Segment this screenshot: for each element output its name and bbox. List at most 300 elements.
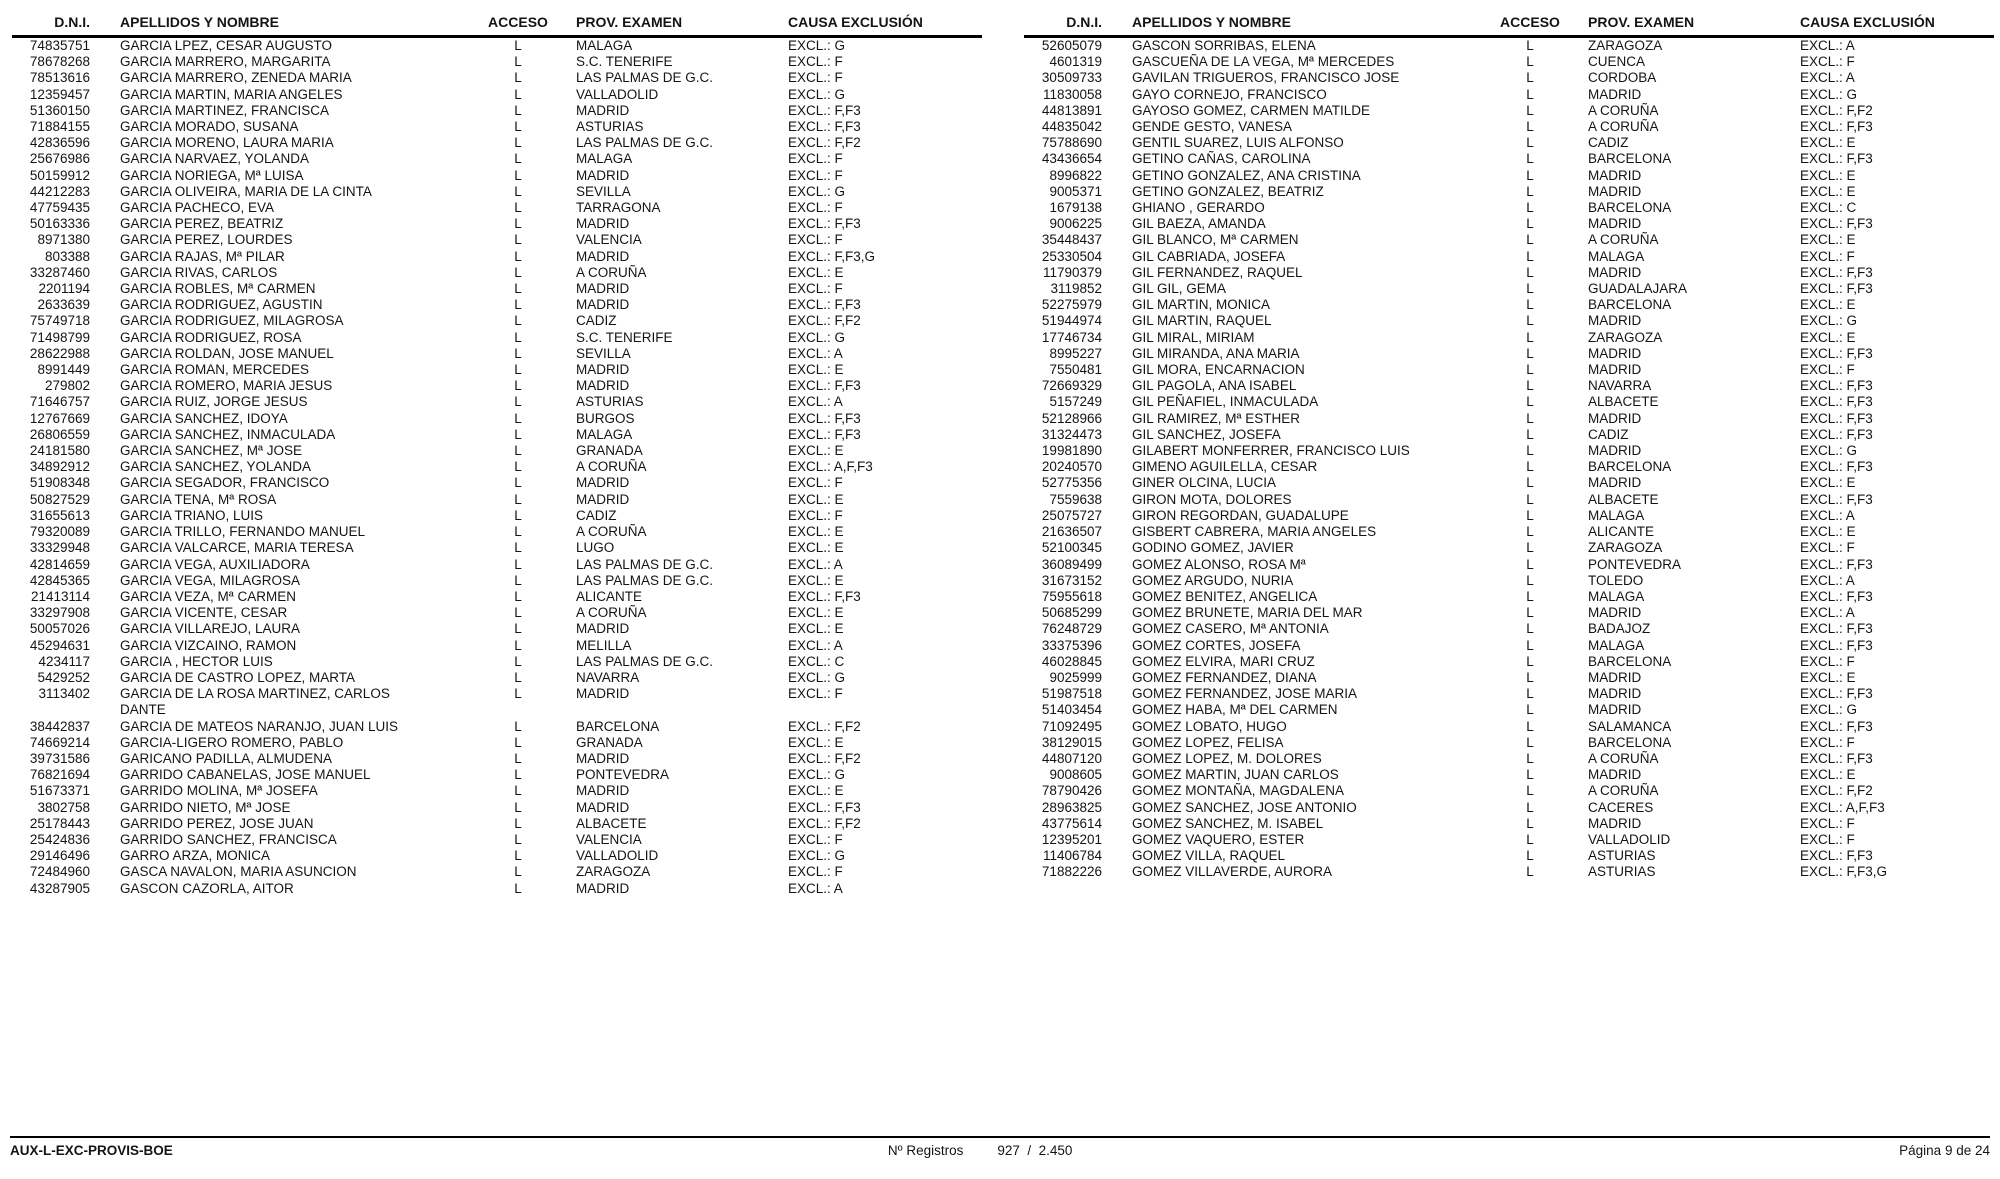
prov-cell: MADRID <box>1588 183 1642 199</box>
name-cell: GARCIA MORENO, LAURA MARIA <box>120 135 334 151</box>
name-cell: GARCIA ROBLES, Mª CARMEN <box>120 281 316 297</box>
name-cell: GARCIA MARRERO, ZENEDA MARIA <box>120 70 352 86</box>
prov-cell: MADRID <box>1588 313 1642 329</box>
column-header-prov: PROV. EXAMEN <box>1588 14 1695 30</box>
causa-cell: EXCL.: G <box>1800 702 1858 718</box>
causa-cell: EXCL.: F,F3 <box>788 297 861 313</box>
table-row <box>1024 103 1994 119</box>
causa-cell: EXCL.: F,F3 <box>1800 621 1873 637</box>
prov-cell: ALBACETE <box>1588 491 1659 507</box>
name-cell: GASCON CAZORLA, AITOR <box>120 880 294 896</box>
dni-cell: 31324473 <box>1041 426 1102 442</box>
prov-cell: MADRID <box>576 880 630 896</box>
prov-cell: LAS PALMAS DE G.C. <box>576 556 714 572</box>
table-row <box>1024 200 1994 216</box>
causa-cell: EXCL.: A <box>788 637 843 653</box>
prov-cell: ZARAGOZA <box>1588 38 1663 53</box>
table-row <box>1024 492 1994 508</box>
dni-cell: 51360150 <box>29 102 90 118</box>
column-header-acceso: ACCESO <box>488 14 548 30</box>
dni-cell: 28963825 <box>1041 799 1102 815</box>
dni-cell: 38442837 <box>29 718 90 734</box>
name-cell: GARCIA RIVAS, CARLOS <box>120 264 278 280</box>
causa-cell: EXCL.: F,F3 <box>1800 750 1873 766</box>
dni-cell: 19981890 <box>1041 443 1102 459</box>
table-row <box>12 216 982 232</box>
acceso-cell: L <box>1526 831 1534 847</box>
prov-cell: BARCELONA <box>1588 653 1672 669</box>
dni-cell: 34892912 <box>29 459 90 475</box>
column-header-causa: CAUSA EXCLUSIÓN <box>1800 14 1935 30</box>
prov-cell: A CORUÑA <box>576 605 647 621</box>
causa-cell: EXCL.: E <box>788 491 844 507</box>
causa-cell: EXCL.: E <box>788 734 844 750</box>
name-cell: GOMEZ BENITEZ, ANGELICA <box>1132 588 1318 604</box>
causa-cell: EXCL.: G <box>1800 313 1858 329</box>
prov-cell: BARCELONA <box>1588 200 1672 216</box>
name-cell: GARCIA DE MATEOS NARANJO, JUAN LUIS <box>120 718 399 734</box>
name-cell: GOMEZ MONTAÑA, MAGDALENA <box>1132 783 1345 799</box>
acceso-cell: L <box>1526 605 1534 621</box>
causa-cell: EXCL.: F,F3 <box>1800 556 1873 572</box>
dni-cell: 51403454 <box>1041 702 1102 718</box>
acceso-cell: L <box>1526 572 1534 588</box>
records-table-right <box>1024 14 1994 897</box>
prov-cell: LAS PALMAS DE G.C. <box>576 70 714 86</box>
name-cell: GARCIA ROMERO, MARIA JESUS <box>120 378 333 394</box>
acceso-cell: L <box>1526 556 1534 572</box>
dni-cell: 17746734 <box>1041 329 1102 345</box>
causa-cell: EXCL.: F,F3 <box>788 799 861 815</box>
prov-cell: CADIZ <box>576 507 617 523</box>
dni-cell: 33287460 <box>29 264 90 280</box>
dni-cell: 71884155 <box>29 119 90 135</box>
dni-cell: 76821694 <box>29 767 90 783</box>
dni-cell: 8991449 <box>37 362 90 378</box>
prov-cell: ASTURIAS <box>1588 848 1656 864</box>
table-row <box>1024 573 1994 589</box>
name-cell: GARCIA PEREZ, BEATRIZ <box>120 216 284 232</box>
table-row <box>12 394 982 410</box>
acceso-cell: L <box>514 345 522 361</box>
name-cell: GARRIDO PEREZ, JOSE JUAN <box>120 815 314 831</box>
table-row <box>1024 330 1994 346</box>
dni-cell: 46028845 <box>1041 653 1102 669</box>
table-row <box>12 378 982 394</box>
dni-cell: 79320089 <box>29 524 90 540</box>
acceso-cell: L <box>514 507 522 523</box>
table-row <box>12 411 982 427</box>
dni-cell: 3113402 <box>38 686 90 702</box>
dni-cell: 75955618 <box>1041 588 1102 604</box>
name-cell: GARRIDO MOLINA, Mª JOSEFA <box>120 783 318 799</box>
table-row <box>1024 654 1994 670</box>
acceso-cell: L <box>1526 38 1534 53</box>
prov-cell: MADRID <box>1588 767 1642 783</box>
causa-cell: EXCL.: F <box>788 200 843 216</box>
name-cell: GASCON SORRIBAS, ELENA <box>1132 38 1316 53</box>
dni-cell: 38129015 <box>1041 734 1102 750</box>
acceso-cell: L <box>514 248 522 264</box>
causa-cell: EXCL.: F,F3 <box>1800 151 1873 167</box>
dni-cell: 31673152 <box>1041 572 1102 588</box>
dni-cell: 44212283 <box>29 183 90 199</box>
prov-cell: SEVILLA <box>576 183 631 199</box>
name-cell: GIL BLANCO, Mª CARMEN <box>1132 232 1299 248</box>
name-cell: GARCIA VICENTE, CESAR <box>120 605 288 621</box>
prov-cell: A CORUÑA <box>1588 102 1659 118</box>
table-row <box>1024 313 1994 329</box>
causa-cell: EXCL.: F <box>788 507 843 523</box>
causa-cell: EXCL.: A <box>788 556 843 572</box>
prov-cell: A CORUÑA <box>1588 232 1659 248</box>
name-cell: GARCIA SEGADOR, FRANCISCO <box>120 475 330 491</box>
causa-cell: EXCL.: F,F2 <box>788 815 861 831</box>
name-cell: GOMEZ ALONSO, ROSA Mª <box>1132 556 1306 572</box>
table-row <box>1024 540 1994 556</box>
table-row <box>12 184 982 200</box>
causa-cell: EXCL.: E <box>788 605 844 621</box>
acceso-cell: L <box>1526 637 1534 653</box>
table-row <box>1024 832 1994 848</box>
acceso-cell: L <box>514 621 522 637</box>
acceso-cell: L <box>1526 297 1534 313</box>
name-cell: GARCIA RUIZ, JORGE JESUS <box>120 394 308 410</box>
table-row <box>1024 378 1994 394</box>
dni-cell: 11830058 <box>1042 86 1102 102</box>
causa-cell: EXCL.: E <box>1800 183 1856 199</box>
name-cell: GIL CABRIADA, JOSEFA <box>1132 248 1286 264</box>
acceso-cell: L <box>1526 621 1534 637</box>
table-row <box>1024 589 1994 605</box>
causa-cell: EXCL.: F,F3 <box>1800 281 1873 297</box>
name-cell: GARCIA ROMAN, MERCEDES <box>120 362 310 378</box>
name-cell: GENDE GESTO, VANESA <box>1132 119 1293 135</box>
table-row <box>1024 670 1994 686</box>
dni-cell: 31655613 <box>29 507 90 523</box>
acceso-cell: L <box>1526 653 1534 669</box>
acceso-cell: L <box>1526 183 1534 199</box>
page-footer <box>10 1136 1990 1158</box>
table-row <box>12 686 982 718</box>
causa-cell: EXCL.: E <box>1800 167 1856 183</box>
prov-cell: ASTURIAS <box>576 119 644 135</box>
name-cell: GARCIA RAJAS, Mª PILAR <box>120 248 285 264</box>
dni-cell: 4234117 <box>38 653 90 669</box>
name-cell: GOMEZ FERNANDEZ, JOSE MARIA <box>1132 686 1358 702</box>
name-cell: GARCIA SANCHEZ, YOLANDA <box>120 459 312 475</box>
table-row <box>1024 783 1994 799</box>
table-row <box>12 800 982 816</box>
acceso-cell: L <box>514 491 522 507</box>
acceso-cell: L <box>514 475 522 491</box>
causa-cell: EXCL.: F <box>1800 540 1855 556</box>
causa-cell: EXCL.: G <box>1800 443 1858 459</box>
name-cell: GOMEZ CASERO, Mª ANTONIA <box>1132 621 1329 637</box>
table-header <box>12 14 982 38</box>
name-cell: GOMEZ VAQUERO, ESTER <box>1132 831 1305 847</box>
prov-cell: NAVARRA <box>576 669 640 685</box>
prov-cell: A CORUÑA <box>1588 750 1659 766</box>
name-cell: GARCIA , HECTOR LUIS <box>120 653 273 669</box>
causa-cell: EXCL.: F,F3,G <box>788 248 876 264</box>
acceso-cell: L <box>514 831 522 847</box>
causa-cell: EXCL.: F <box>788 167 843 183</box>
prov-cell: MADRID <box>576 216 630 232</box>
causa-cell: EXCL.: F,F3 <box>788 119 861 135</box>
name-cell: GARCIA RODRIGUEZ, MILAGROSA <box>120 313 344 329</box>
prov-cell: VALLADOLID <box>576 86 659 102</box>
acceso-cell: L <box>514 232 522 248</box>
causa-cell: EXCL.: F <box>1800 653 1855 669</box>
prov-cell: TARRAGONA <box>576 200 661 216</box>
prov-cell: MADRID <box>1588 475 1642 491</box>
table-row <box>12 670 982 686</box>
dni-cell: 7559638 <box>1049 491 1102 507</box>
name-cell: GARCIA VIZCAINO, RAMON <box>120 637 297 653</box>
dni-cell: 1679138 <box>1049 200 1102 216</box>
name-cell: GOMEZ ELVIRA, MARI CRUZ <box>1132 653 1315 669</box>
name-cell: GARRIDO CABANELAS, JOSE MANUEL <box>120 767 371 783</box>
prov-cell: MALAGA <box>576 426 633 442</box>
acceso-cell: L <box>514 572 522 588</box>
causa-cell: EXCL.: F,F3 <box>1800 264 1873 280</box>
prov-cell: GRANADA <box>576 734 643 750</box>
acceso-cell: L <box>514 734 522 750</box>
causa-cell: EXCL.: F <box>1800 815 1855 831</box>
acceso-cell: L <box>1526 167 1534 183</box>
acceso-cell: L <box>1526 588 1534 604</box>
table-row <box>1024 767 1994 783</box>
prov-cell: S.C. TENERIFE <box>576 329 673 345</box>
name-cell: GOMEZ SANCHEZ, M. ISABEL <box>1132 815 1324 831</box>
name-cell: GASCUEÑA DE LA VEGA, Mª MERCEDES <box>1132 54 1395 70</box>
name-cell: GARRO ARZA, MONICA <box>120 848 271 864</box>
dni-cell: 50827529 <box>29 491 90 507</box>
acceso-cell: L <box>1526 491 1534 507</box>
table-row <box>12 475 982 491</box>
causa-cell: EXCL.: E <box>1800 669 1856 685</box>
dni-cell: 47759435 <box>29 200 90 216</box>
table-row <box>12 362 982 378</box>
dni-cell: 50159912 <box>29 167 90 183</box>
name-cell: GIMENO AGUILELLA, CESAR <box>1132 459 1318 475</box>
causa-cell: EXCL.: F <box>1800 248 1855 264</box>
prov-cell: ASTURIAS <box>576 394 644 410</box>
acceso-cell: L <box>514 686 522 702</box>
dni-cell: 25330504 <box>1041 248 1102 264</box>
acceso-cell: L <box>514 329 522 345</box>
table-row <box>1024 38 1994 54</box>
causa-cell: EXCL.: F,F3 <box>1800 491 1873 507</box>
name-cell: GARCIA PEREZ, LOURDES <box>120 232 293 248</box>
column-header-dni: D.N.I. <box>1066 14 1102 30</box>
dni-cell: 33375396 <box>1041 637 1102 653</box>
table-row <box>1024 621 1994 637</box>
causa-cell: EXCL.: F <box>788 70 843 86</box>
causa-cell: EXCL.: G <box>788 86 846 102</box>
acceso-cell: L <box>514 799 522 815</box>
prov-cell: MALAGA <box>576 151 633 167</box>
name-cell: GIL PAGOLA, ANA ISABEL <box>1132 378 1297 394</box>
prov-cell: VALLADOLID <box>1588 831 1671 847</box>
acceso-cell: L <box>514 864 522 880</box>
dni-cell: 50163336 <box>29 216 90 232</box>
name-cell: GASCA NAVALON, MARIA ASUNCION <box>120 864 357 880</box>
prov-cell: MADRID <box>576 686 630 702</box>
prov-cell: LAS PALMAS DE G.C. <box>576 572 714 588</box>
dni-cell: 52128966 <box>1041 410 1102 426</box>
causa-cell: EXCL.: F,F2 <box>1800 102 1873 118</box>
acceso-cell: L <box>1526 443 1534 459</box>
table-row <box>12 200 982 216</box>
acceso-cell: L <box>514 653 522 669</box>
name-cell: GOMEZ ARGUDO, NURIA <box>1132 572 1294 588</box>
dni-cell: 43287905 <box>29 880 90 896</box>
acceso-cell: L <box>514 524 522 540</box>
causa-cell: EXCL.: F <box>1800 54 1855 70</box>
prov-cell: VALLADOLID <box>576 848 659 864</box>
name-cell: GARCIA MARTIN, MARIA ANGELES <box>120 86 343 102</box>
name-cell: GISBERT CABRERA, MARIA ANGELES <box>1132 524 1377 540</box>
prov-cell: MADRID <box>1588 345 1642 361</box>
dni-cell: 75749718 <box>29 313 90 329</box>
dni-cell: 52100345 <box>1041 540 1102 556</box>
name-cell: GARCIA MARTINEZ, FRANCISCA <box>120 102 330 118</box>
prov-cell: A CORUÑA <box>1588 119 1659 135</box>
prov-cell: PONTEVEDRA <box>1588 556 1682 572</box>
name-cell: GIL MARTIN, MONICA <box>1132 297 1271 313</box>
acceso-cell: L <box>1526 734 1534 750</box>
prov-cell: MADRID <box>576 248 630 264</box>
acceso-cell: L <box>514 313 522 329</box>
prov-cell: MALAGA <box>1588 507 1645 523</box>
name-cell: GAVILAN TRIGUEROS, FRANCISCO JOSE <box>1132 70 1400 86</box>
causa-cell: EXCL.: F <box>1800 734 1855 750</box>
acceso-cell: L <box>1526 540 1534 556</box>
causa-cell: EXCL.: F,F3 <box>1800 216 1873 232</box>
prov-cell: VALENCIA <box>576 831 642 847</box>
causa-cell: EXCL.: G <box>788 767 846 783</box>
prov-cell: MADRID <box>576 475 630 491</box>
prov-cell: MADRID <box>576 167 630 183</box>
acceso-cell: L <box>1526 378 1534 394</box>
causa-cell: EXCL.: F,F2 <box>788 718 861 734</box>
causa-cell: EXCL.: F <box>788 864 843 880</box>
dni-cell: 33329948 <box>29 540 90 556</box>
table-row <box>12 573 982 589</box>
name-cell: GIL MIRANDA, ANA MARIA <box>1132 345 1300 361</box>
name-cell: GARCIA VEZA, Mª CARMEN <box>120 588 297 604</box>
causa-cell: EXCL.: F,F3 <box>788 426 861 442</box>
causa-cell: EXCL.: A <box>1800 572 1855 588</box>
prov-cell: ZARAGOZA <box>1588 540 1663 556</box>
causa-cell: EXCL.: E <box>1800 767 1856 783</box>
dni-cell: 803388 <box>44 248 90 264</box>
name-cell: GOMEZ CORTES, JOSEFA <box>1132 637 1301 653</box>
acceso-cell: L <box>514 183 522 199</box>
acceso-cell: L <box>1526 669 1534 685</box>
causa-cell: EXCL.: F <box>1800 831 1855 847</box>
table-row <box>12 719 982 735</box>
name-cell: GARCIA MARRERO, MARGARITA <box>120 54 331 70</box>
prov-cell: MADRID <box>1588 605 1642 621</box>
prov-cell: MADRID <box>1588 702 1642 718</box>
dni-cell: 26806559 <box>29 426 90 442</box>
name-cell: GHIANO , GERARDO <box>1132 200 1265 216</box>
table-row <box>12 330 982 346</box>
acceso-cell: L <box>1526 686 1534 702</box>
dni-cell: 29146496 <box>29 848 90 864</box>
acceso-cell: L <box>1526 815 1534 831</box>
name-cell: GIL FERNANDEZ, RAQUEL <box>1132 264 1303 280</box>
acceso-cell: L <box>1526 524 1534 540</box>
causa-cell: EXCL.: E <box>1800 329 1856 345</box>
table-row <box>12 654 982 670</box>
table-row <box>1024 800 1994 816</box>
acceso-cell: L <box>1526 864 1534 880</box>
acceso-cell: L <box>1526 264 1534 280</box>
table-row <box>12 735 982 751</box>
prov-cell: BURGOS <box>576 410 635 426</box>
acceso-cell: L <box>1526 248 1534 264</box>
prov-cell: CADIZ <box>1588 426 1629 442</box>
table-row <box>1024 135 1994 151</box>
prov-cell: MALAGA <box>1588 637 1645 653</box>
table-row <box>1024 751 1994 767</box>
footer-records-label: Nº Registros <box>887 1143 964 1158</box>
dni-cell: 9006225 <box>1049 216 1102 232</box>
prov-cell: CUENCA <box>1588 54 1646 70</box>
acceso-cell: L <box>1526 718 1534 734</box>
prov-cell: MALAGA <box>1588 588 1645 604</box>
prov-cell: MADRID <box>1588 410 1642 426</box>
prov-cell: BADAJOZ <box>1588 621 1651 637</box>
dni-cell: 8995227 <box>1049 345 1102 361</box>
causa-cell: EXCL.: A <box>788 880 843 896</box>
name-cell: GIRON MOTA, DOLORES <box>1132 491 1292 507</box>
causa-cell: EXCL.: F <box>788 232 843 248</box>
acceso-cell: L <box>1526 102 1534 118</box>
table-header <box>1024 14 1994 38</box>
name-cell: GOMEZ SANCHEZ, JOSE ANTONIO <box>1132 799 1357 815</box>
causa-cell: EXCL.: E <box>1800 524 1856 540</box>
table-row <box>1024 281 1994 297</box>
prov-cell: MADRID <box>576 102 630 118</box>
prov-cell: LUGO <box>576 540 615 556</box>
prov-cell: BARCELONA <box>1588 734 1672 750</box>
acceso-cell: L <box>1526 135 1534 151</box>
acceso-cell: L <box>1526 426 1534 442</box>
dni-cell: 74669214 <box>29 734 90 750</box>
causa-cell: EXCL.: A,F,F3 <box>788 459 873 475</box>
name-cell: GODINO GOMEZ, JAVIER <box>1132 540 1294 556</box>
causa-cell: EXCL.: E <box>788 264 844 280</box>
prov-cell: MADRID <box>1588 815 1642 831</box>
causa-cell: EXCL.: A <box>788 394 843 410</box>
acceso-cell: L <box>514 151 522 167</box>
prov-cell: LAS PALMAS DE G.C. <box>576 653 714 669</box>
causa-cell: EXCL.: F,F3 <box>1800 410 1873 426</box>
causa-cell: EXCL.: E <box>1800 135 1856 151</box>
causa-cell: EXCL.: F,F3 <box>788 588 861 604</box>
acceso-cell: L <box>1526 216 1534 232</box>
dni-cell: 71646757 <box>29 394 90 410</box>
causa-cell: EXCL.: E <box>788 621 844 637</box>
dni-cell: 25075727 <box>1041 507 1102 523</box>
acceso-cell: L <box>1526 783 1534 799</box>
name-cell: GIL BAEZA, AMANDA <box>1132 216 1266 232</box>
